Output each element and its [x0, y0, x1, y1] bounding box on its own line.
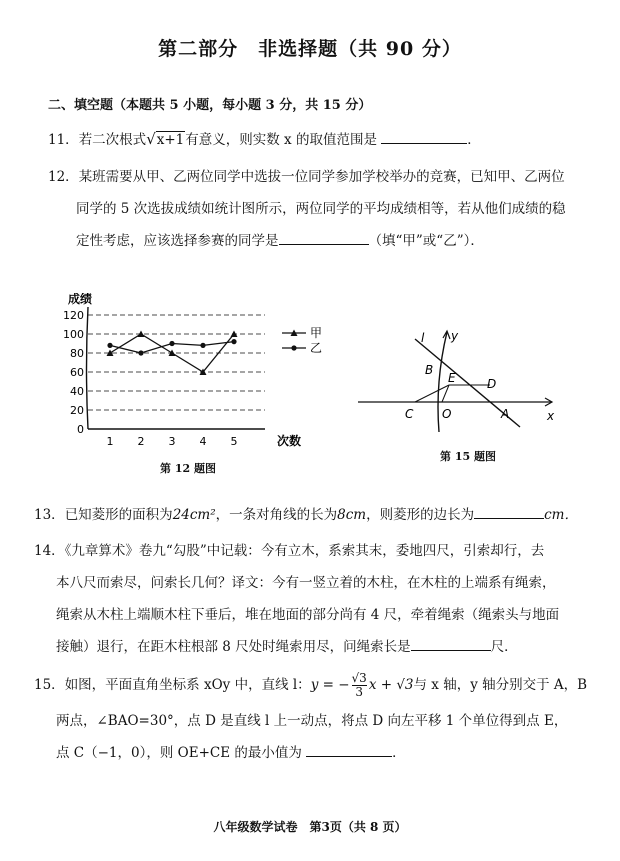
fig15-coordinate-diagram	[355, 322, 565, 437]
label-E: E	[448, 371, 456, 385]
q15-line3-post: ．	[392, 745, 406, 761]
q13-answer-blank[interactable]	[474, 504, 544, 519]
q12-line1: 某班需要从甲、乙两位同学中选拔一位同学参加学校举办的竞赛，已知甲、乙两位	[78, 169, 565, 185]
label-B: B	[425, 363, 434, 377]
page-title: 第二部分 非选择题（共 90 分）	[158, 38, 462, 60]
q11-text-post: 有意义，则实数 x 的取值范围是	[185, 132, 377, 148]
question-13	[34, 500, 578, 530]
q11-answer-blank[interactable]	[381, 129, 467, 144]
q12-line3-post: （填“甲”或“乙”）．	[368, 233, 484, 249]
series-1-point	[200, 343, 205, 348]
q15-answer-blank[interactable]	[306, 742, 392, 757]
q11-end: ．	[467, 132, 481, 148]
label-y: y	[451, 329, 459, 343]
chart-y-axis-label: 成绩	[68, 293, 93, 306]
chart-y-tick-label: 20	[70, 404, 84, 417]
q15-eq-y: y = −	[310, 677, 350, 693]
q11-text-pre: 若二次根式	[78, 132, 147, 148]
q13-area: 24cm²	[172, 507, 216, 523]
q15-eq-rest: x + √3	[368, 677, 414, 693]
q13-pre: 已知菱形的面积为	[64, 507, 173, 523]
label-O: O	[442, 407, 452, 421]
chart-x-tick-label: 5	[230, 435, 238, 448]
q15-frac-num: √3	[351, 671, 367, 685]
chart-y-tick-label: 0	[77, 423, 84, 436]
fig12-line-chart	[50, 293, 340, 453]
q14-answer-blank[interactable]	[411, 636, 491, 651]
chart-x-tick-label: 3	[168, 435, 176, 448]
q13-post: ，则菱形的边长为	[366, 507, 475, 523]
legend-1-marker	[291, 345, 296, 350]
chart-y-axis	[87, 307, 89, 429]
chart-x-tick-label: 2	[137, 435, 145, 448]
q14-line4-pre: 接触）退行，在距木柱根部 8 尺处时绳索用尽，问绳索长是	[56, 639, 411, 655]
fig12-caption: 第 12 题图	[160, 462, 216, 475]
q14-number: 14．	[34, 543, 65, 559]
q15-line3-pre: 点 C（−1，0），则 OE+CE 的最小值为	[56, 745, 302, 761]
q15-frac-den: 3	[355, 685, 363, 699]
q15-fraction	[352, 672, 367, 699]
label-l: l	[421, 331, 425, 345]
label-x: x	[547, 409, 555, 423]
q14-line4-post: 尺．	[490, 639, 518, 655]
q14-line2: 本八尺而索尽，问索长几何？译文：今有一竖立着的木柱，在木柱的上端系有绳索，	[56, 575, 556, 591]
chart-x-tick-label: 1	[106, 435, 114, 448]
page-footer: 八年级数学试卷 第3页（共 8 页）	[213, 820, 407, 834]
fig15-caption: 第 15 题图	[440, 450, 496, 463]
q15-number: 15．	[34, 677, 65, 693]
q12-line2: 同学的 5 次选拔成绩如统计图所示，两位同学的平均成绩相等，若从他们成绩的稳	[76, 201, 566, 217]
legend-1-label: 乙	[310, 341, 323, 355]
q14-line1: 《九章算术》卷九“勾股”中记载：今有立木，系索其末，委地四尺，引索却行，去	[64, 543, 545, 559]
chart-x-tick-label: 4	[199, 435, 207, 448]
chart-x-axis-label: 次数	[277, 434, 302, 448]
q14-line3: 绳索从木柱上端顺木柱下垂后，堆在地面的部分尚有 4 尺，牵着绳索（绳索头与地面	[56, 607, 560, 623]
q11-number: 11．	[48, 132, 79, 148]
series-1-point	[107, 343, 112, 348]
q12-number: 12．	[48, 169, 79, 185]
series-1-point	[138, 350, 143, 355]
q15-post: 与 x 轴，y 轴分别交于 A，B	[413, 677, 588, 693]
q13-mid: ，一条对角线的长为	[215, 507, 338, 523]
chart-y-tick-label: 40	[70, 385, 84, 398]
q12-line3-pre: 定性考虑，应该选择参赛的同学是	[76, 233, 279, 249]
chart-y-tick-label: 100	[63, 328, 84, 341]
section-heading: 二、填空题（本题共 5 小题，每小题 3 分，共 15 分）	[48, 98, 372, 113]
q13-number: 13．	[34, 507, 65, 523]
q13-unit: cm．	[544, 507, 578, 523]
q15-pre: 如图，平面直角坐标系 xOy 中，直线 l：	[64, 677, 311, 693]
legend-0-label: 甲	[310, 326, 323, 340]
q13-length: 8cm	[337, 507, 367, 523]
series-1-point	[231, 339, 236, 344]
label-A: A	[501, 407, 510, 421]
q12-line3	[76, 226, 484, 256]
q15-line2: 两点，∠BAO=30°，点 D 是直线 l 上一动点，将点 D 向左平移 1 个单位得到点 E，	[56, 713, 568, 729]
series-1-point	[169, 341, 174, 346]
q12-answer-blank[interactable]	[279, 230, 369, 245]
q11-radicand: x+1	[156, 132, 185, 148]
label-C: C	[405, 407, 414, 421]
chart-y-tick-label: 80	[70, 347, 84, 360]
chart-y-tick-label: 60	[70, 366, 84, 379]
question-12	[48, 162, 565, 192]
question-11: 11．若二次根式√x+1有意义，则实数 x 的取值范围是 ．	[48, 130, 481, 148]
q15-line3	[56, 738, 406, 768]
question-15	[34, 670, 587, 700]
q14-line4	[56, 632, 518, 662]
question-14	[34, 536, 544, 566]
segment-CE	[415, 385, 449, 402]
chart-y-tick-label: 120	[63, 309, 84, 322]
label-D: D	[487, 377, 497, 391]
